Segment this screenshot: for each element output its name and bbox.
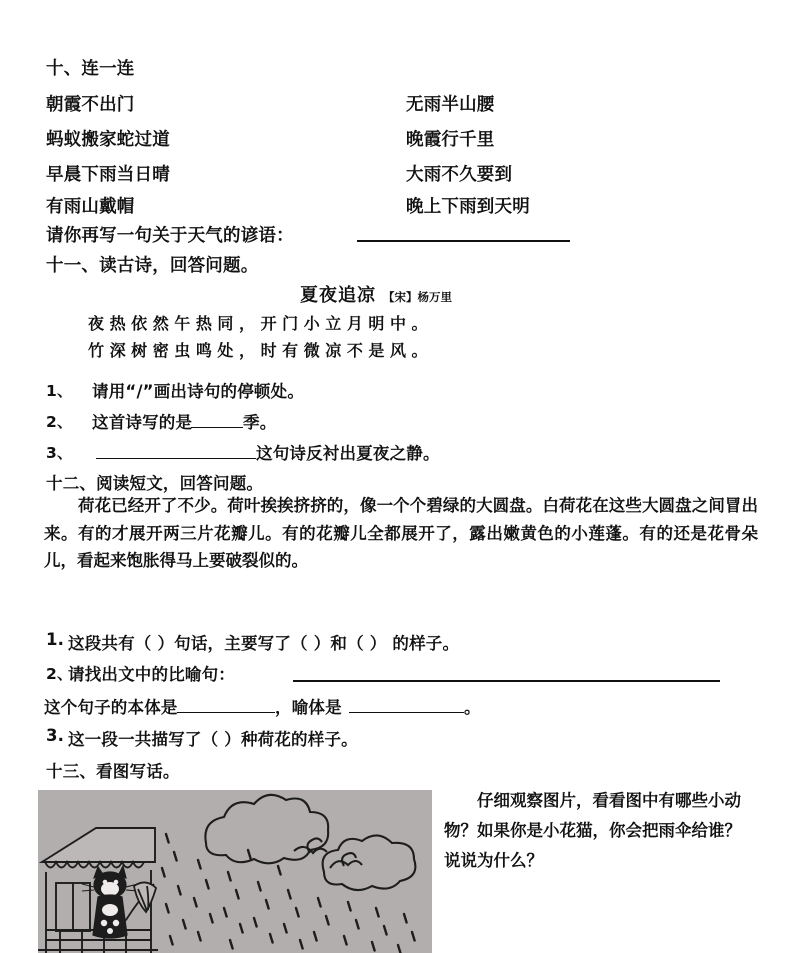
weather-proverb-blank[interactable]	[357, 240, 570, 242]
weather-proverb-prompt: 请你再写一句关于天气的谚语：	[46, 226, 294, 246]
section-thirteen-heading: 十三、看图写话。	[46, 762, 180, 781]
section-twelve-heading: 十二、阅读短文，回答问题。	[46, 474, 264, 493]
metaphor-tenor-label: 这个句子的本体是	[44, 698, 178, 717]
poem-question-2-text-after: 季。	[243, 413, 277, 432]
section-eleven-heading: 十一、读古诗，回答问题。	[46, 256, 259, 276]
metaphor-tenor-blank[interactable]	[177, 712, 275, 713]
passage-question-2-blank[interactable]	[293, 680, 720, 682]
metaphor-vehicle-label: ，喻体是	[275, 698, 342, 717]
poem-question-3-blank[interactable]	[96, 458, 256, 459]
passage-question-1-text: 这段共有（ ）句话，主要写了（ ）和（ ） 的样子。	[68, 634, 460, 653]
passage-question-3-text: 这一段一共描写了（ ）种荷花的样子。	[68, 730, 358, 749]
poem-line-2: 竹 深 树 密 虫 鸣 处 ， 时 有 微 凉 不 是 风 。	[88, 341, 428, 360]
picture-writing-prompt: 仔细观察图片，看看图中有哪些小动物？如果你是小花猫，你会把雨伞给谁？说说为什么？	[444, 791, 741, 870]
match-left-item-2[interactable]: 蚂蚁搬家蛇过道	[46, 130, 170, 150]
passage-question-3-number: 3.	[46, 726, 65, 745]
poem-question-2-blank[interactable]	[191, 427, 243, 428]
metaphor-period: 。	[464, 698, 481, 717]
reading-passage: 荷花已经开了不少。荷叶挨挨挤挤的，像一个个碧绿的大圆盘。白荷花在这些大圆盘之间冒出来。有的才展开两三片花瓣儿。有的花瓣儿全都展开了，露出嫩黄色的小莲蓬。有的还是花骨朵儿，看起来饱胀得马上要破裂似的。	[44, 496, 758, 570]
match-right-item-2[interactable]: 晚霞行千里	[406, 130, 495, 150]
metaphor-vehicle-blank[interactable]	[349, 712, 464, 713]
poem-title: 夏夜追凉	[300, 285, 376, 306]
illustration-drawing	[38, 790, 432, 953]
section-ten-heading: 十、连一连	[46, 59, 135, 79]
match-left-item-4[interactable]: 有雨山戴帽	[46, 197, 135, 217]
poem-question-1-number: 1、	[46, 382, 73, 400]
passage-question-2-text: 请找出文中的比喻句：	[68, 665, 235, 684]
poem-author: 【宋】杨万里	[383, 290, 452, 304]
picture-writing-illustration	[38, 790, 432, 953]
poem-question-2-number: 2、	[46, 413, 73, 431]
poem-header	[300, 281, 452, 307]
passage-question-1-number: 1.	[46, 630, 65, 649]
poem-question-3-text-after: 这句诗反衬出夏夜之静。	[256, 444, 440, 463]
poem-question-3-number: 3、	[46, 444, 73, 462]
match-right-item-3[interactable]: 大雨不久要到	[406, 165, 513, 185]
poem-question-2-text-before: 这首诗写的是	[92, 413, 193, 432]
passage-question-2-number: 2、	[46, 665, 73, 683]
match-right-item-4[interactable]: 晚上下雨到天明	[406, 197, 530, 217]
match-right-item-1[interactable]: 无雨半山腰	[406, 95, 495, 115]
match-left-item-3[interactable]: 早晨下雨当日晴	[46, 165, 170, 185]
poem-line-1: 夜 热 依 然 午 热 同 ， 开 门 小 立 月 明 中 。	[88, 314, 428, 333]
poem-question-1-text: 请用“/”画出诗句的停顿处。	[92, 382, 305, 401]
match-left-item-1[interactable]: 朝霞不出门	[46, 95, 135, 115]
